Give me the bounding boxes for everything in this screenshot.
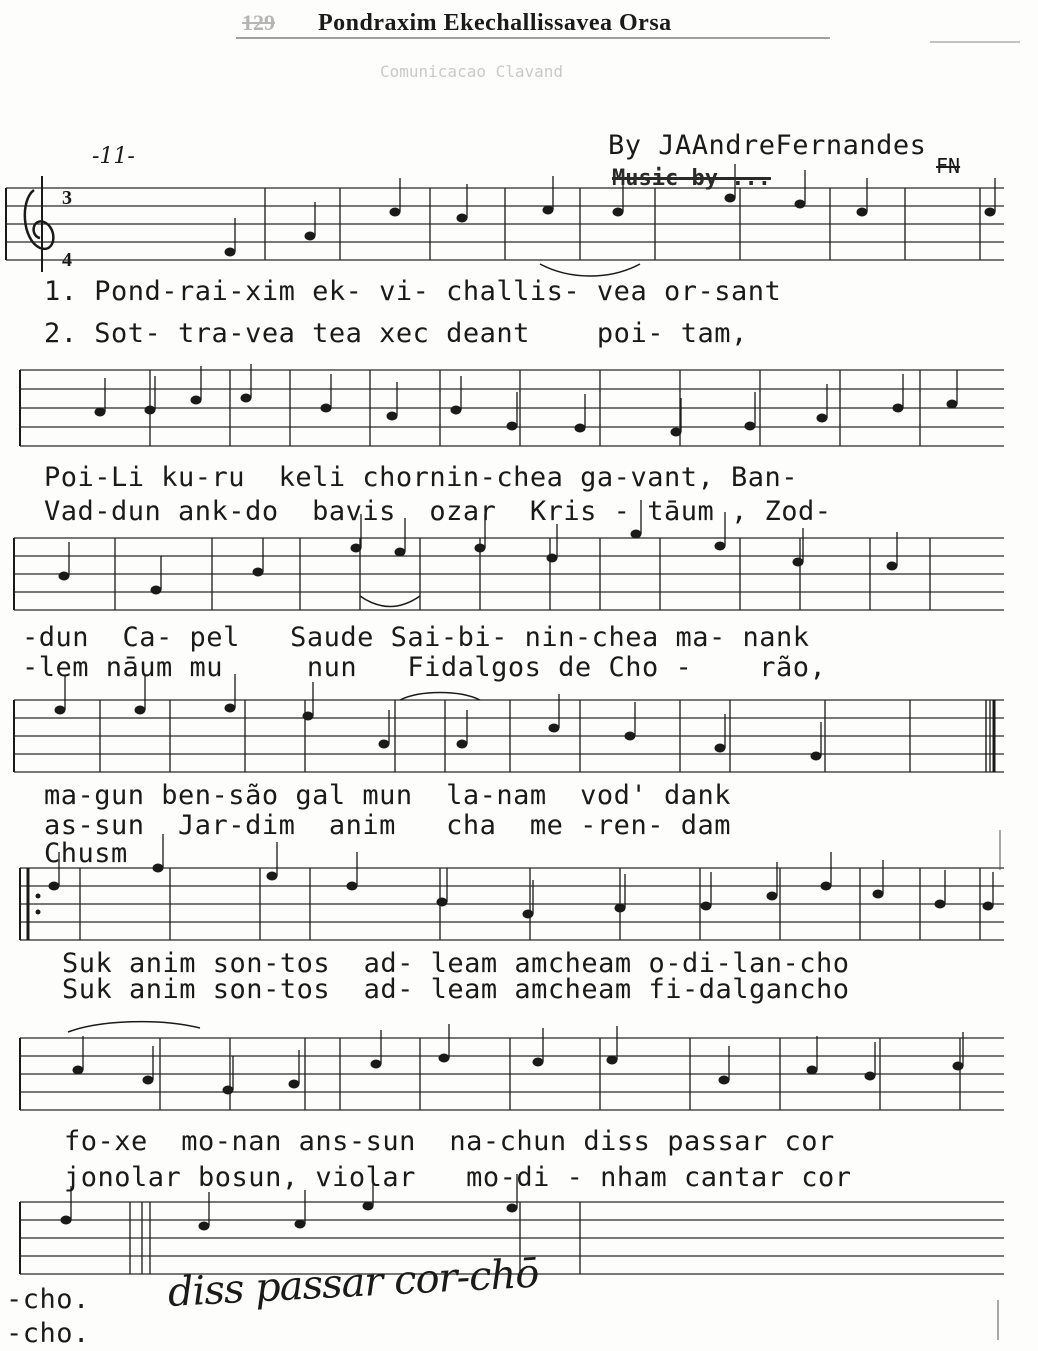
notehead: [893, 404, 904, 413]
notehead: [151, 586, 162, 595]
notehead: [873, 890, 884, 899]
composer-initials: FN: [936, 154, 961, 178]
page-number: 129: [242, 10, 275, 35]
notehead: [295, 1220, 306, 1229]
notehead: [135, 706, 146, 715]
handwritten-annotation: diss passar cor-chō: [166, 1250, 540, 1316]
notehead: [631, 530, 642, 539]
lyric-ending-a: -cho.: [6, 1284, 90, 1315]
crossed-out-credit: Music by ...: [612, 166, 771, 191]
notehead: [395, 548, 406, 557]
notehead: [745, 422, 756, 431]
notehead: [983, 902, 994, 911]
lyric-verse2-line4: as-sun Jar-dim anim cha me -ren- dam: [44, 810, 731, 841]
chorus-label: Chusm: [44, 838, 128, 869]
notehead: [795, 200, 806, 209]
lyric-chorus-line1a: Suk anim son-tos ad- leam amcheam o-di-lan-cho: [62, 948, 850, 979]
slur: [540, 264, 640, 276]
notehead: [985, 208, 996, 217]
lyric-ending-b: -cho.: [6, 1318, 90, 1349]
clef-symbol: [25, 190, 54, 249]
lyric-verse1-line4: ma-gun ben-são gal mun la-nam vod' dank: [44, 780, 731, 811]
notehead: [321, 404, 332, 413]
lyric-verse2-line3: -lem nāum mu nun Fidalgos de Cho - rão,: [22, 652, 827, 683]
notehead: [719, 1076, 730, 1085]
notehead: [55, 706, 66, 715]
notehead: [507, 422, 518, 431]
notehead: [767, 892, 778, 901]
notehead: [143, 1076, 154, 1085]
composer-credit: By JAAndreFernandes: [608, 130, 927, 161]
notehead: [49, 882, 60, 891]
notehead: [145, 406, 156, 415]
notehead: [533, 1058, 544, 1067]
lyric-chorus-line2b: jonolar bosun, violar mo-di - nham cantar cor: [64, 1162, 852, 1193]
notehead: [547, 554, 558, 563]
notehead: [807, 1066, 818, 1075]
notehead: [507, 1204, 518, 1213]
song-title: Pondraxim Ekechallissavea Orsa: [318, 10, 672, 36]
lyric-verse1-line2: Poi-Li ku-ru keli chornin-chea ga-vant, Ban-: [44, 462, 798, 493]
notehead: [223, 1086, 234, 1095]
notehead: [715, 744, 726, 753]
lyric-verse2-line1: 2. Sot- tra-vea tea xec deant poi- tam,: [44, 318, 748, 349]
slur: [68, 1022, 200, 1032]
lyric-chorus-line2a: fo-xe mo-nan ans-sun na-chun diss passar cor: [64, 1126, 835, 1157]
notehead: [953, 1062, 964, 1071]
notehead: [615, 904, 626, 913]
notehead: [549, 724, 560, 733]
notehead: [225, 248, 236, 257]
margin-number: -11-: [92, 144, 135, 169]
notehead: [821, 882, 832, 891]
notehead: [305, 232, 316, 241]
notehead: [61, 1216, 72, 1225]
notehead: [225, 704, 236, 713]
notehead: [347, 882, 358, 891]
notehead: [191, 396, 202, 405]
notehead: [351, 544, 362, 553]
notehead: [947, 400, 958, 409]
notehead: [793, 558, 804, 567]
notehead: [701, 902, 712, 911]
notehead: [379, 740, 390, 749]
time-signature-bottom: 4: [62, 249, 72, 271]
notehead: [390, 208, 401, 217]
notehead: [725, 194, 736, 203]
lyric-verse2-line2: Vad-dun ank-do bavis ozar Kris - tāum , Zod-: [44, 496, 832, 527]
notehead: [289, 1080, 300, 1089]
notehead: [371, 1060, 382, 1069]
notehead: [437, 898, 448, 907]
bleed-through-text: Comunicacao Clavand: [380, 62, 564, 81]
notehead: [451, 406, 462, 415]
lyric-verse1-line1: 1. Pond-rai-xim ek- vi- challis- vea or-sant: [44, 276, 782, 307]
time-signature-top: 3: [62, 187, 72, 209]
notehead: [153, 864, 164, 873]
notehead: [363, 1202, 374, 1211]
notehead: [613, 208, 624, 217]
notehead: [387, 412, 398, 421]
slur: [400, 693, 480, 701]
notehead: [935, 900, 946, 909]
notehead: [575, 424, 586, 433]
notehead: [543, 206, 554, 215]
notehead: [475, 544, 486, 553]
notehead: [199, 1222, 210, 1231]
notehead: [865, 1072, 876, 1081]
lyric-chorus-line1b: Suk anim son-tos ad- leam amcheam fi-dalgancho: [62, 974, 850, 1005]
notehead: [73, 1066, 84, 1075]
notehead: [857, 208, 868, 217]
notehead: [715, 542, 726, 551]
notehead: [457, 214, 468, 223]
notehead: [253, 568, 264, 577]
notehead: [303, 712, 314, 721]
notehead: [887, 562, 898, 571]
repeat-dot: [36, 910, 41, 915]
notehead: [267, 872, 278, 881]
notehead: [671, 428, 682, 437]
notehead: [625, 732, 636, 741]
notehead: [95, 408, 106, 417]
lyric-verse1-line3: -dun Ca- pel Saude Sai-bi- nin-chea ma- nank: [22, 622, 810, 653]
slur: [360, 596, 420, 607]
notehead: [817, 414, 828, 423]
notehead: [607, 1056, 618, 1065]
repeat-dot: [36, 894, 41, 899]
notehead: [59, 572, 70, 581]
notehead: [439, 1054, 450, 1063]
notehead: [241, 394, 252, 403]
notehead: [523, 910, 534, 919]
notehead: [811, 752, 822, 761]
notehead: [457, 740, 468, 749]
